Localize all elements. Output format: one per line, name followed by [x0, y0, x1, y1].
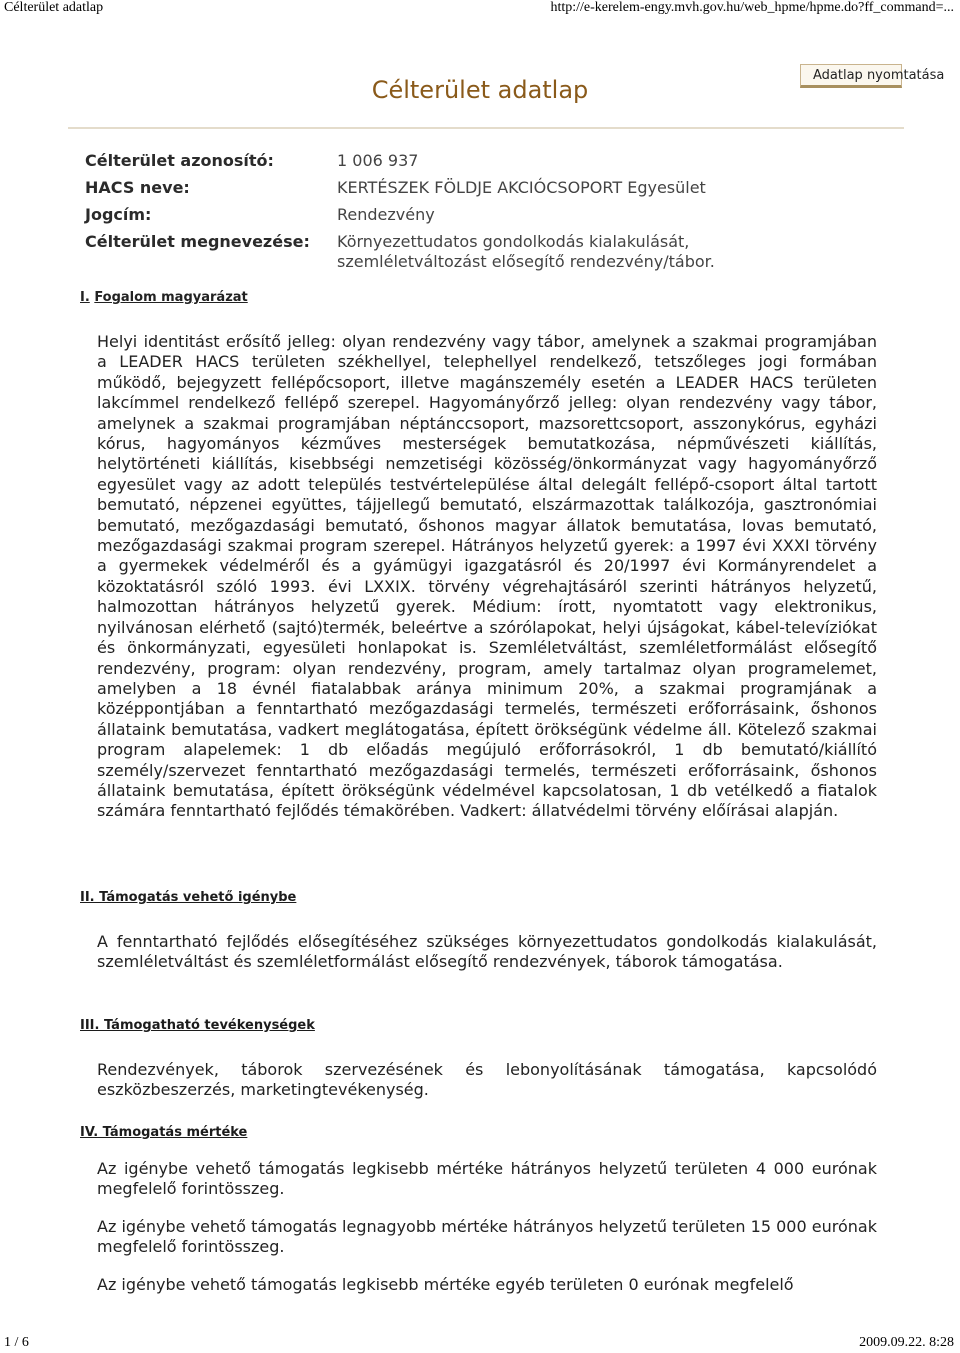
id-value: 1 006 937 — [337, 151, 419, 170]
section-3-text: Rendezvények, táborok szervezésének és lebonyolításának támogatása, kapcsolódó eszközbeszerzés, marketingtevékenység. — [97, 1060, 877, 1100]
section-2-text: A fenntartható fejlődés elősegítéséhez szükséges környezettudatos gondolkodás kialakulását, szemléletváltást és szemléletformálást elősegítő rendezvények, táborok támogatása. — [97, 932, 877, 972]
section-4-paragraph-2: Az igénybe vehető támogatás legnagyobb mértéke hátrányos helyzetű területen 15 000 eurónak megfelelő forintösszeg. — [97, 1217, 877, 1257]
print-footer-page: 1 / 6 — [4, 1335, 29, 1350]
section-4-paragraph-3: Az igénybe vehető támogatás legkisebb mértéke egyéb területen 0 eurónak megfelelő — [97, 1275, 794, 1294]
print-datasheet-button[interactable]: Adatlap nyomtatása — [800, 64, 902, 88]
name-label: Célterület megnevezése: — [85, 232, 310, 251]
jogcim-label: Jogcím: — [85, 205, 152, 224]
section-2-title: II. Támogatás vehető igénybe — [80, 890, 297, 905]
section-4-paragraph-1: Az igénybe vehető támogatás legkisebb mértéke hátrányos helyzetű területen 4 000 eurónak megfelelő forintösszeg. — [97, 1159, 877, 1199]
section-4-heading — [80, 1125, 247, 1140]
info-row-hacs — [85, 178, 787, 198]
title-divider — [68, 127, 904, 129]
hacs-value: KERTÉSZEK FÖLDJE AKCIÓCSOPORT Egyesület — [337, 178, 706, 197]
info-row-jogcim — [85, 205, 787, 225]
print-header-title: Célterület adatlap — [4, 0, 104, 15]
section-1-title: Fogalom magyarázat — [94, 290, 248, 305]
section-1-heading — [80, 290, 248, 305]
section-2-heading — [80, 890, 296, 905]
section-1-text: Helyi identitást erősítő jelleg: olyan rendezvény vagy tábor, amelynek a szakmai programjában a LEADER HACS területen székhellyel, telephellyel rendelkező, tetszőleges jogi formában működő, bejegyzett fellépőcsoport, illetve magánszemély esetén a LEADER HACS területen lakcímmel rendelkező fellépő szerepel. Hagyományőrző jelleg: olyan rendezvény vagy tábor, amelynek a szakmai programjában néptánccsoport, mazsorettcsoport, asszonykórus, egyházi kórus, hagyományos kézműves mesterségek bemutatkozása, népművészeti kiállítás, helytörténeti kiállítás, kisebbségi nemzetiségi közösség/önkormányzat vagy hagyományőrző egyesület vagy az adott település testvértelepülése által delegált fellépő-csoport által tartott bemutató, népzenei együttes, tájjellegű bemutató, elszármazottak találkozója, gasztronómiai bemutató, mezőgazdasági bemutató, őshonos magyar állatok bemutatása, lovas bemutató, mezőgazdasági szakmai program szerepel. Hátrányos helyzetű gyerek: a 1997 évi XXXI törvény a gyermekek védelméről és a gyámügyi igazgatásról és 20/1997 évi Kormányrendelet a közoktatásról szóló 1993. évi LXXIX. törvény végrehajtásáról szerinti hátrányos helyzetű, halmozottan hátrányos helyzetű gyerek. Médium: írott, nyomtatott vagy elektronikus, nyilvánosan elérhető (sajtó)termék, beleértve a szórólapokat, helyi újságokat, kábel-televíziókat és önkormányzati, egyesületi honlapokat is. Szemléletváltást, szemléletformálást elősegítő rendezvény, program: olyan rendezvény, program, amely tartalmaz olyan programelemet, amelyben a 18 évnél fiatalabbak aránya minimum 20%, a szakmai programjának a középpontjában a fenntartható mezőgazdasági termelés, természeti erőforrásaink, őshonos állataink bemutatása, vadkert meglátogatása, épített örökségünk védelme áll. Kötelező szakmai program alapelemek: 1 db előadás megújuló erőforrásokról, 1 db bemutató/kiállító személy/szervezet fenntartható mezőgazdasági termelés, természeti erőforrásaink, őshonos állataink bemutatása, épített örökségünk védelmével kapcsolatosan, 1 db vetélkedő a fiatalok számára fenntartható fejlődés témakörében. Vadkert: állatvédelmi törvény előírásai alapján. — [97, 332, 877, 821]
section-3-title: III. Támogatható tevékenységek — [80, 1018, 315, 1033]
id-label: Célterület azonosító: — [85, 151, 274, 170]
section-1-number: I. — [80, 290, 90, 305]
page-title: Célterület adatlap — [371, 76, 589, 104]
name-value: Környezettudatos gondolkodás kialakulását, szemléletváltozást elősegítő rendezvény/tábor. — [337, 232, 715, 271]
hacs-label: HACS neve: — [85, 178, 190, 197]
target-area-info-table — [85, 151, 787, 279]
section-4-title: IV. Támogatás mértéke — [80, 1125, 248, 1140]
section-3-heading — [80, 1018, 315, 1033]
print-footer-datetime: 2009.09.22. 8:28 — [859, 1335, 954, 1350]
print-header-url: http://e-kerelem-engy.mvh.gov.hu/web_hpme/hpme.do?ff_command=... — [550, 0, 954, 15]
info-row-name — [85, 232, 787, 272]
info-row-id — [85, 151, 787, 171]
jogcim-value: Rendezvény — [337, 205, 435, 224]
